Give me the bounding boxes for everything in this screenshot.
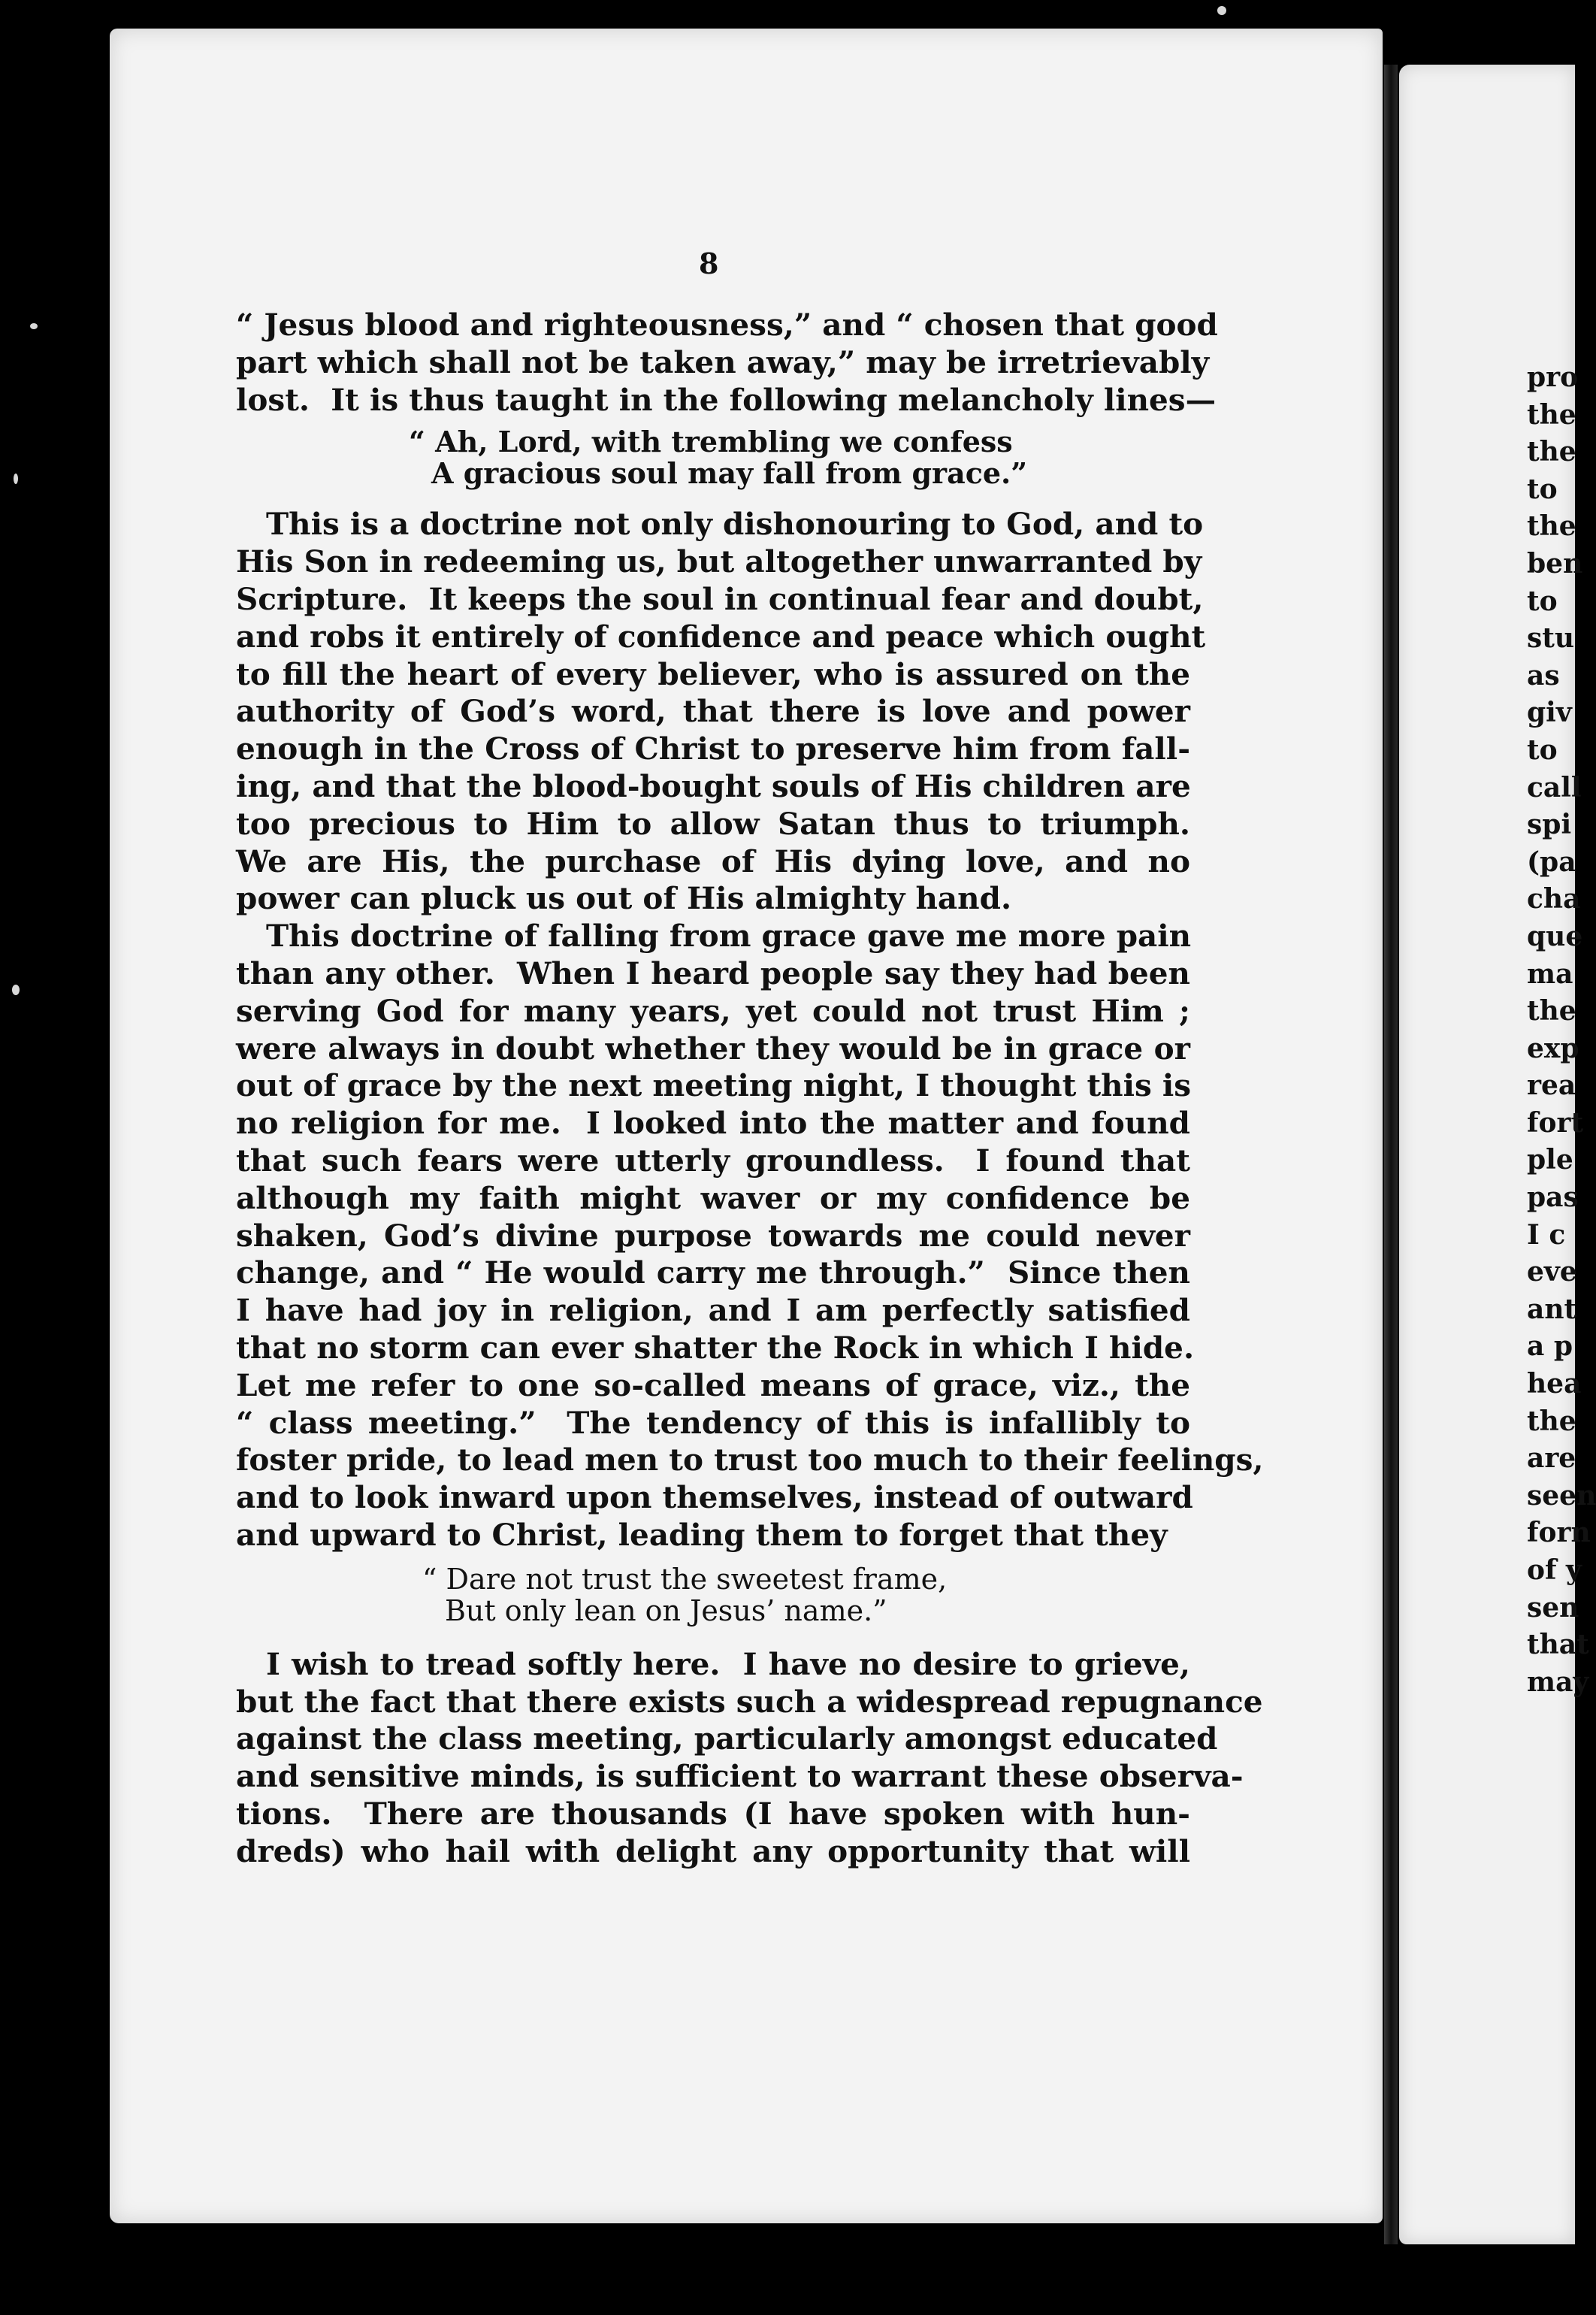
p4-line-5: tions. There are thousands (I have spoken with hun- — [236, 1795, 1190, 1832]
p2-line-1: This is a doctrine not only dishonouring to God, and to — [266, 506, 1204, 543]
p3-line-4: were always in doubt whether they would be in grace or — [236, 1030, 1190, 1067]
verse-2-line-2: But only lean on Jesus’ name.” — [445, 1593, 887, 1627]
right-fragment: cha — [1527, 883, 1581, 915]
p4-line-1: I wish to tread softly here. I have no desire to grieve, — [266, 1645, 1190, 1682]
p3-line-7: that such fears were utterly groundless. I found that — [236, 1142, 1190, 1179]
p2-line-2: His Son in redeeming us, but altogether unwarranted by — [236, 543, 1202, 580]
right-fragment: giv — [1527, 697, 1572, 729]
p3-line-16: and to look inward upon themselves, instead of outward — [236, 1479, 1193, 1516]
p4-line-3: against the class meeting, particularly amongst educated — [236, 1720, 1218, 1757]
right-fragment: eve — [1527, 1256, 1577, 1288]
right-fragment: rea — [1527, 1070, 1576, 1102]
p3-line-9: shaken, God’s divine purpose towards me could never — [236, 1217, 1190, 1254]
right-fragment: ple — [1527, 1144, 1573, 1176]
right-fragment: fort — [1527, 1106, 1584, 1139]
right-fragment: sen — [1527, 1591, 1579, 1624]
page-body-text — [236, 307, 1264, 1870]
p4-line-2: but the fact that there exists such a widespread repugnance — [236, 1683, 1263, 1720]
p3-line-11: I have had joy in religion, and I am perfectly satisfied — [236, 1292, 1190, 1329]
right-fragment: seen — [1527, 1479, 1596, 1512]
p3-line-17: and upward to Christ, leading them to forget that they — [236, 1516, 1168, 1553]
right-fragment: call — [1527, 771, 1582, 803]
p2-line-6: authority of God’s word, that there is love and power — [236, 693, 1190, 730]
right-fragment: the — [1527, 510, 1576, 543]
right-fragment: the — [1527, 995, 1576, 1027]
right-fragment: to — [1527, 473, 1558, 505]
p1-line-1: “ Jesus blood and righteousness,” and “ chosen that good — [236, 307, 1218, 343]
right-fragment: the — [1527, 436, 1576, 468]
p2-line-11: power can pluck us out of His almighty hand. — [236, 880, 1012, 917]
right-fragment: of y — [1527, 1554, 1582, 1586]
book-gutter — [1384, 65, 1398, 2244]
p4-line-4: and sensitive minds, is sufficient to warrant these observa- — [236, 1758, 1244, 1795]
p3-line-10: change, and “ He would carry me through.” Since then — [236, 1254, 1190, 1291]
p3-line-6: no religion for me. I looked into the matter and found — [236, 1105, 1190, 1142]
right-page-text-fragments — [1527, 359, 1596, 1701]
page-number: 8 — [699, 247, 719, 280]
right-fragment: the — [1527, 398, 1576, 431]
p3-line-12: that no storm can ever shatter the Rock in which I hide. — [236, 1329, 1195, 1366]
p3-line-3: serving God for many years, yet could not trust Him ; — [236, 992, 1190, 1029]
right-fragment: that — [1527, 1629, 1589, 1661]
p3-line-2: than any other. When I heard people say they had been — [236, 955, 1190, 991]
scan-speck — [1217, 6, 1226, 15]
right-fragment: are — [1527, 1442, 1576, 1475]
p3-line-8: although my faith might waver or my confidence be — [236, 1179, 1190, 1216]
scan-speck — [12, 985, 20, 995]
p2-line-10: We are His, the purchase of His dying love, and no — [236, 843, 1190, 879]
right-fragment: ant — [1527, 1293, 1577, 1325]
right-fragment: may — [1527, 1666, 1589, 1698]
right-fragment: forn — [1527, 1517, 1591, 1549]
verse-1-line-2: A gracious soul may fall from grace.” — [431, 456, 1028, 491]
right-fragment: pas — [1527, 1182, 1579, 1214]
right-fragment: ma — [1527, 958, 1573, 990]
right-fragment: ben — [1527, 547, 1583, 580]
verse-1-line-1: “ Ah, Lord, with trembling we confess — [409, 425, 1013, 459]
right-fragment: pro — [1527, 362, 1579, 393]
right-fragment: a p — [1527, 1330, 1573, 1363]
right-fragment: stu — [1527, 622, 1575, 655]
p3-line-1: This doctrine of falling from grace gave me more pain — [266, 918, 1192, 955]
p2-line-9: too precious to Him to allow Satan thus to triumph. — [236, 805, 1190, 842]
p2-line-7: enough in the Cross of Christ to preserve him from fall- — [236, 731, 1190, 767]
p3-line-14: “ class meeting.” The tendency of this is infallibly to — [236, 1404, 1190, 1441]
right-fragment: exp — [1527, 1032, 1579, 1064]
p3-line-13: Let me refer to one so-called means of grace, viz., the — [236, 1366, 1190, 1403]
verse-quotation-2 — [236, 1554, 1190, 1646]
p2-line-4: and robs it entirely of confidence and peace which ought — [236, 618, 1206, 655]
verse-quotation-1 — [236, 419, 1190, 506]
p2-line-8: ing, and that the blood-bought souls of His children are — [236, 767, 1191, 804]
right-fragment: I c — [1527, 1218, 1566, 1251]
right-fragment: (pa — [1527, 846, 1576, 878]
right-fragment: que — [1527, 920, 1583, 952]
p2-line-3: Scripture. It keeps the soul in continual fear and doubt, — [236, 580, 1204, 617]
right-fragment: the — [1527, 1405, 1576, 1437]
scan-speck — [14, 474, 18, 484]
scan-speck — [30, 323, 38, 329]
right-fragment: to — [1527, 734, 1558, 766]
verse-2-line-1: “ Dare not trust the sweetest frame, — [422, 1562, 948, 1596]
right-fragment: as — [1527, 659, 1560, 691]
p2-line-5: to fill the heart of every believer, who is assured on the — [236, 655, 1190, 692]
p3-line-15: foster pride, to lead men to trust too much to their feelings, — [236, 1442, 1264, 1478]
right-fragment: to — [1527, 585, 1558, 617]
p3-line-5: out of grace by the next meeting night, I thought this is — [236, 1067, 1192, 1104]
p1-line-2: part which shall not be taken away,” may be irretrievably — [236, 343, 1210, 380]
right-fragment: spi — [1527, 809, 1572, 841]
p1-line-3: lost. It is thus taught in the following melancholy lines— — [236, 381, 1217, 418]
p4-line-6: dreds) who hail with delight any opportunity that will — [236, 1832, 1190, 1869]
right-fragment: hea — [1527, 1368, 1582, 1400]
